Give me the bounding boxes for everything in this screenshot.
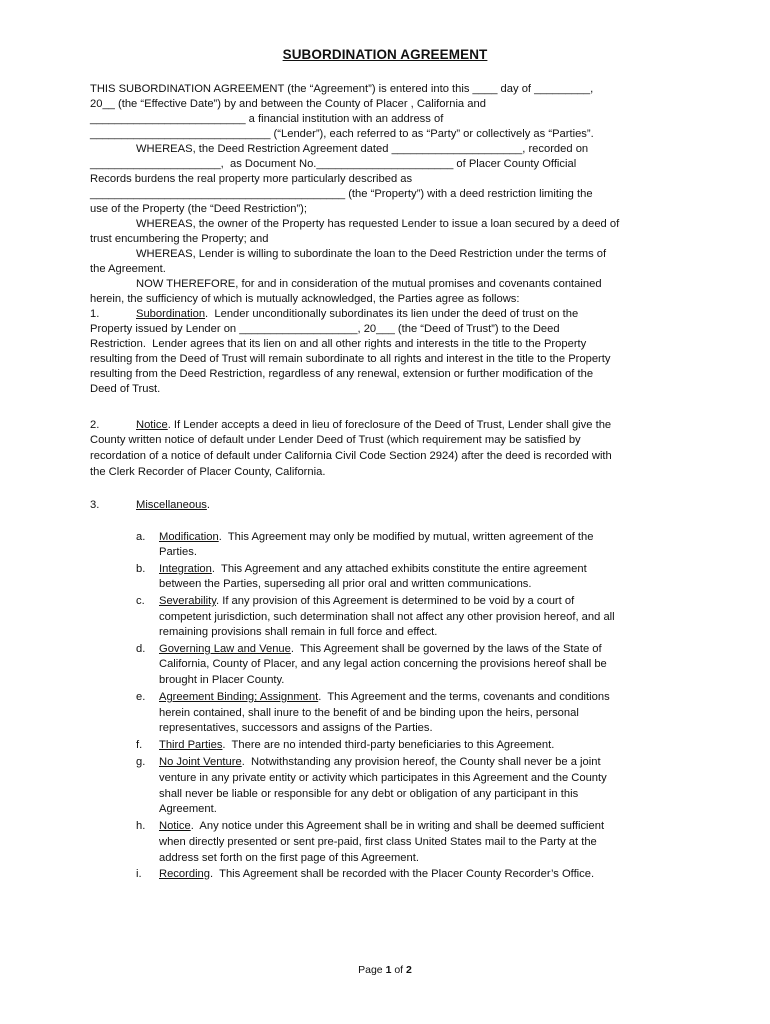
section-line: Deed of Trust. — [90, 383, 161, 395]
section-number: 2. — [90, 419, 100, 431]
whereas-line: Records burdens the real property more particularly described as — [90, 173, 413, 185]
whereas-line: WHEREAS, the Deed Restriction Agreement dated _____________________, recorded on — [136, 143, 589, 155]
item-letter: g. — [136, 756, 146, 768]
item-first-line — [159, 530, 593, 545]
whereas-line: WHEREAS, Lender is willing to subordinate the loan to the Deed Restriction under the terms of — [136, 248, 607, 260]
item-text: . Notwithstanding any provision hereof, the County shall never be a joint — [241, 756, 601, 768]
whereas-line: _________________________________________ (the “Property”) with a deed restriction limiting the — [90, 188, 593, 200]
total-pages-number: 2 — [406, 964, 412, 976]
item-line: herein contained, shall inure to the benefit of and be binding upon the heirs, personal — [159, 707, 579, 719]
section-line: Restriction. Lender agrees that its lien on and all other rights and interests in the title to the Property — [90, 338, 587, 350]
section-3-heading-line — [136, 498, 210, 513]
item-heading: Notice — [159, 820, 191, 832]
whereas-line: the Agreement. — [90, 263, 166, 275]
section-line: recordation of a notice of default under California Civil Code Section 2924) after the deed is recorded with — [90, 450, 612, 462]
item-first-line — [159, 562, 587, 577]
item-letter: d. — [136, 643, 146, 655]
section-number: 3. — [90, 499, 100, 511]
section-line: resulting from the Deed of Trust will remain subordinate to all rights and interest in the title to the Property — [90, 353, 611, 365]
item-line: venture in any private entity or activity which participates in this Agreement and the County — [159, 772, 607, 784]
page-title: SUBORDINATION AGREEMENT — [282, 47, 488, 62]
section-1-first-line — [136, 307, 578, 322]
item-line: Parties. — [159, 546, 197, 558]
whereas-line: trust encumbering the Property; and — [90, 233, 269, 245]
item-line: when directly presented or sent pre-paid, first class United States mail to the Party at the — [159, 836, 597, 848]
item-line: remaining provisions shall remain in full force and effect. — [159, 626, 438, 638]
item-heading: Governing Law and Venue — [159, 643, 291, 655]
section-text: . If Lender accepts a deed in lieu of foreclosure of the Deed of Trust, Lender shall give the — [167, 419, 612, 431]
item-heading: Recording — [159, 868, 210, 880]
item-line: competent jurisdiction, such determination shall not affect any other provision hereof, and all — [159, 611, 615, 623]
item-heading: No Joint Venture — [159, 756, 242, 768]
section-line: County written notice of default under Lender Deed of Trust (which requirement may be satisfied by — [90, 434, 581, 446]
item-line: California, County of Placer, and any legal action concerning the provisions hereof shall be — [159, 658, 607, 670]
section-heading: Miscellaneous — [136, 499, 207, 511]
item-first-line — [159, 819, 604, 834]
section-number: 1. — [90, 308, 100, 320]
item-letter: f. — [136, 739, 143, 751]
page-footer — [0, 963, 770, 978]
item-letter: i. — [136, 868, 142, 880]
item-line: shall never be liable or responsible for any debt or obligation of any participant in this — [159, 788, 579, 800]
section-line: resulting from the Deed Restriction, regardless of any renewal, extension or further modification of the — [90, 368, 594, 380]
item-first-line — [159, 642, 602, 657]
section-2-first-line — [136, 418, 611, 433]
whereas-line: use of the Property (the “Deed Restriction”); — [90, 203, 308, 215]
item-first-line — [159, 594, 574, 609]
now-therefore-line: herein, the sufficiency of which is mutually acknowledged, the Parties agree as follows: — [90, 293, 520, 305]
page-label: Page — [358, 964, 386, 976]
item-letter: a. — [136, 531, 146, 543]
item-line: address set forth on the first page of this Agreement. — [159, 852, 419, 864]
item-text: . This Agreement and any attached exhibits constitute the entire agreement — [211, 563, 587, 575]
item-heading: Agreement Binding; Assignment — [159, 691, 319, 703]
section-line: Property issued by Lender on ___________________, 20___ (the “Deed of Trust”) to the Deed — [90, 323, 560, 335]
section-heading: Subordination — [136, 308, 206, 320]
item-text: . This Agreement shall be recorded with the Placer County Recorder’s Office. — [210, 868, 595, 880]
item-line: Agreement. — [159, 803, 217, 815]
item-letter: c. — [136, 595, 145, 607]
whereas-line: _____________________, as Document No.______________________ of Placer County Official — [90, 158, 577, 170]
section-text: . Lender unconditionally subordinates its lien under the deed of trust on the — [205, 308, 579, 320]
item-letter: h. — [136, 820, 146, 832]
item-text: . If any provision of this Agreement is determined to be void by a court of — [216, 595, 575, 607]
item-first-line — [159, 690, 610, 705]
item-letter: b. — [136, 563, 146, 575]
item-heading: Severability — [159, 595, 216, 607]
item-letter: e. — [136, 691, 146, 703]
item-heading: Integration — [159, 563, 212, 575]
section-text: . — [206, 499, 210, 511]
item-text: . There are no intended third-party beneficiaries to this Agreement. — [222, 739, 555, 751]
item-text: . Any notice under this Agreement shall be in writing and shall be deemed sufficient — [190, 820, 605, 832]
item-text: . This Agreement shall be governed by the laws of the State of — [290, 643, 602, 655]
current-page-number: 1 — [385, 964, 392, 976]
item-heading: Third Parties — [159, 739, 223, 751]
intro-line: 20__ (the “Effective Date”) by and between the County of Placer , California and — [90, 98, 486, 110]
intro-line: _____________________________ (“Lender”), each referred to as “Party” or collectively as “Parties”. — [90, 128, 594, 140]
whereas-line: WHEREAS, the owner of the Property has requested Lender to issue a loan secured by a deed of — [136, 218, 620, 230]
intro-line: THIS SUBORDINATION AGREEMENT (the “Agreement”) is entered into this ____ day of _________, — [90, 83, 594, 95]
item-first-line — [159, 738, 554, 753]
item-text: . This Agreement and the terms, covenants and conditions — [318, 691, 610, 703]
page-of-label: of — [391, 964, 407, 976]
item-line: brought in Placer County. — [159, 674, 285, 686]
item-line: representatives, successors and assigns of the Parties. — [159, 722, 433, 734]
section-heading: Notice — [136, 419, 168, 431]
item-text: . This Agreement may only be modified by mutual, written agreement of the — [218, 531, 594, 543]
item-first-line — [159, 867, 594, 882]
item-line: between the Parties, superseding all prior oral and written communications. — [159, 578, 532, 590]
now-therefore-line: NOW THEREFORE, for and in consideration of the mutual promises and covenants contained — [136, 278, 602, 290]
item-heading: Modification — [159, 531, 219, 543]
section-line: the Clerk Recorder of Placer County, California. — [90, 466, 326, 478]
intro-line: _________________________ a financial institution with an address of — [90, 113, 444, 125]
item-first-line — [159, 755, 601, 770]
